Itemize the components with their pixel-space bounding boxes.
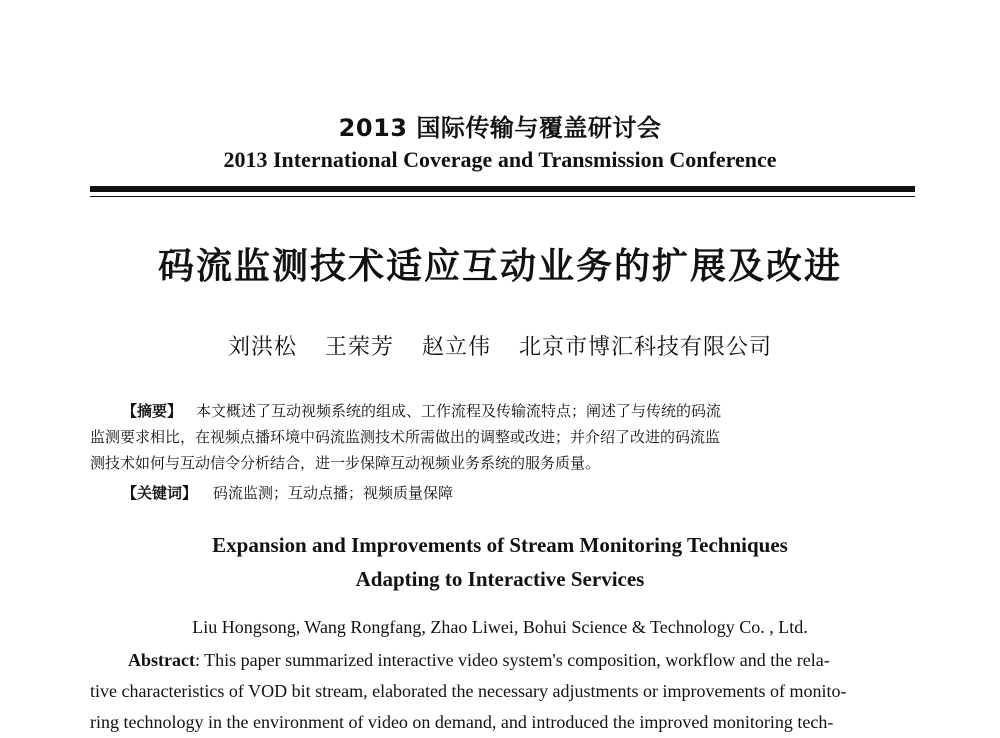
abstract-en-line-1 — [90, 645, 915, 676]
paper-title-en-line-1: Expansion and Improvements of Stream Monitoring Techniques — [212, 533, 788, 557]
abstract-cn-text-1: 本文概述了互动视频系统的组成、工作流程及传输流特点；阐述了与传统的码流 — [196, 402, 722, 420]
header-rule-thick — [90, 186, 915, 192]
authors-en: Liu Hongsong, Wang Rongfang, Zhao Liwei, Bohui Science & Technology Co. , Ltd. — [192, 617, 808, 637]
keywords-cn — [122, 480, 453, 506]
abstract-en-line-3: ring technology in the environment of video on demand, and introduced the improved monitoring tech- — [90, 712, 834, 732]
abstract-cn-label: 【摘要】 — [122, 402, 183, 420]
abstract-en-label: Abstract — [128, 650, 195, 670]
authors-cn — [0, 330, 1000, 361]
keywords-cn-label: 【关键词】 — [122, 484, 198, 502]
affiliation-cn: 北京市博汇科技有限公司 — [519, 335, 773, 360]
paper-title-en-line-2: Adapting to Interactive Services — [355, 567, 645, 591]
paper-title-cn: 码流监测技术适应互动业务的扩展及改进 — [157, 246, 842, 287]
keywords-cn-text: 码流监测；互动点播；视频质量保障 — [213, 484, 454, 502]
abstract-en-line-2: tive characteristics of VOD bit stream, elaborated the necessary adjustments or improvements of monito- — [90, 681, 847, 701]
header-rule-thin — [90, 196, 915, 197]
abstract-cn-line-1 — [90, 398, 915, 424]
paper-title-en — [0, 528, 1000, 596]
abstract-cn-line-2: 监测要求相比，在视频点播环境中码流监测技术所需做出的调整或改进；并介绍了改进的码流监 — [90, 428, 721, 446]
author-cn-2: 王荣芳 — [324, 335, 394, 360]
conference-title-en: 2013 International Coverage and Transmission Conference — [223, 147, 777, 172]
abstract-en — [90, 645, 915, 738]
author-cn-3: 赵立伟 — [422, 335, 492, 360]
author-cn-1: 刘洪松 — [227, 335, 297, 360]
abstract-en-text-1: : This paper summarized interactive video system's composition, workflow and the rela- — [194, 650, 830, 670]
conference-title-cn: 2013 国际传输与覆盖研讨会 — [338, 114, 662, 142]
abstract-cn — [90, 398, 915, 476]
abstract-cn-line-3: 测技术如何与互动信令分析结合，进一步保障互动视频业务系统的服务质量。 — [90, 454, 601, 472]
